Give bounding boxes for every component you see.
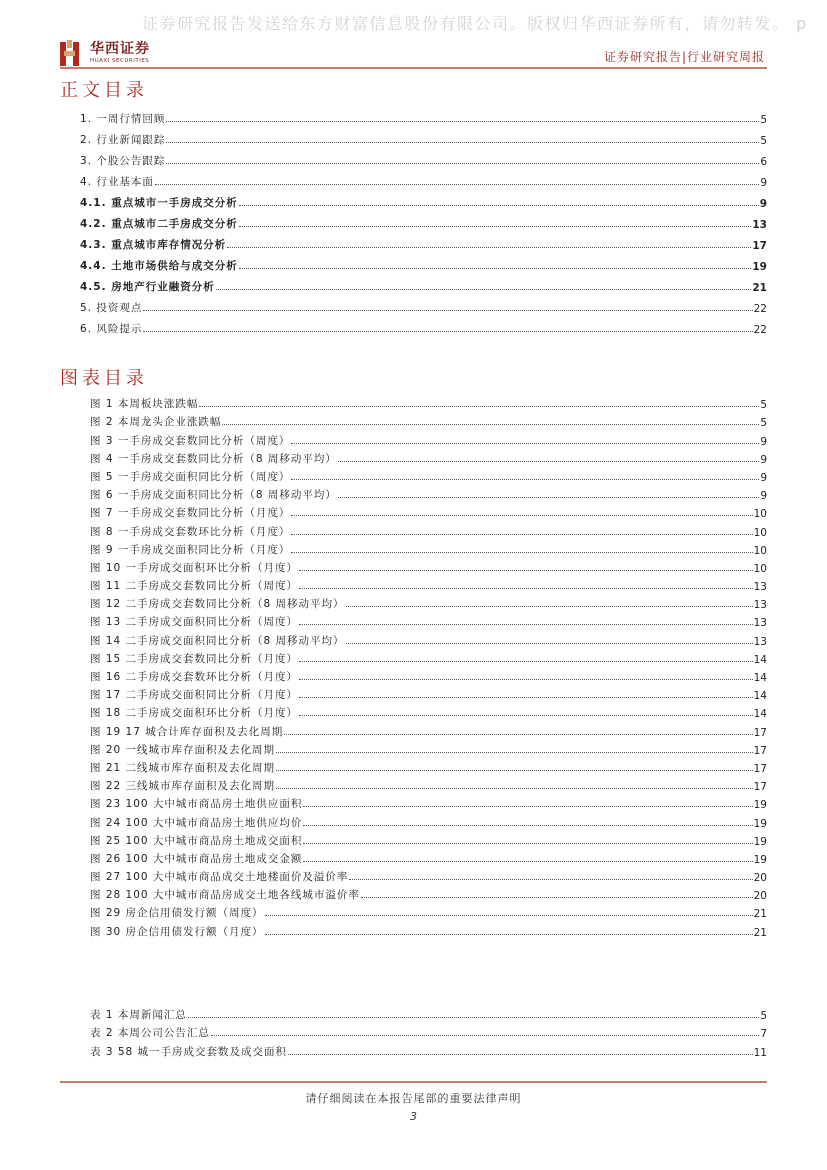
toc-entry[interactable] xyxy=(80,252,767,273)
toc-entry[interactable] xyxy=(80,231,767,252)
dot-leader xyxy=(239,226,752,227)
entry-page-number: 5 xyxy=(760,417,767,430)
tables-entry[interactable] xyxy=(90,1022,767,1040)
dot-leader xyxy=(166,163,759,164)
tables-entry[interactable] xyxy=(90,1004,767,1022)
figures-entry[interactable] xyxy=(90,811,767,829)
toc-entry[interactable] xyxy=(80,147,767,168)
dot-leader xyxy=(222,424,759,425)
entry-page-number: 20 xyxy=(753,890,767,903)
figures-entry[interactable] xyxy=(90,393,767,411)
entry-page-number: 19 xyxy=(753,853,767,866)
figures-entry[interactable] xyxy=(90,739,767,757)
entry-label: 4.2. 重点城市二手房成交分析 xyxy=(80,218,238,230)
entry-page-number: 20 xyxy=(753,872,767,885)
entry-label: 图 13 二手房成交面积同比分析（周度） xyxy=(90,616,299,629)
figures-entry[interactable] xyxy=(90,466,767,484)
dot-leader xyxy=(303,843,752,844)
entry-page-number: 14 xyxy=(753,672,767,684)
entry-page-number: 14 xyxy=(753,690,767,703)
entry-label: 图 17 二手房成交面积同比分析（月度） xyxy=(90,689,299,702)
entry-page-number: 9 xyxy=(759,198,767,210)
entry-label: 图 26 100 大中城市商品房土地成交金额 xyxy=(90,852,303,865)
logo-chinese-name: 华西证券 xyxy=(90,41,150,57)
dot-leader xyxy=(143,331,752,332)
entry-page-number: 13 xyxy=(753,581,767,594)
entry-label: 图 10 一手房成交面积环比分析（月度） xyxy=(90,561,299,574)
dot-leader xyxy=(299,624,753,625)
entry-label: 图 7 一手房成交套数同比分析（月度） xyxy=(90,507,291,520)
figures-entry[interactable] xyxy=(90,830,767,848)
figures-entry[interactable] xyxy=(90,593,767,611)
dot-leader xyxy=(338,497,759,498)
dot-leader xyxy=(303,825,752,826)
entry-page-number: 10 xyxy=(753,562,767,575)
entry-page-number: 5 xyxy=(760,1010,767,1023)
entry-label: 4. 行业基本面 xyxy=(80,176,154,188)
entry-page-number: 13 xyxy=(753,599,767,612)
entry-label: 图 3 一手房成交套数同比分析（周度） xyxy=(90,434,291,447)
figures-entry[interactable] xyxy=(90,666,767,684)
figures-entry[interactable] xyxy=(90,793,767,811)
entry-label: 图 21 二线城市库存面积及去化周期 xyxy=(90,761,276,774)
entry-label: 图 15 二手房成交套数同比分析（月度） xyxy=(90,652,299,665)
entry-label: 5. 投资观点 xyxy=(80,302,143,314)
entry-label: 表 1 本周新闻汇总 xyxy=(90,1009,187,1022)
dot-leader xyxy=(265,934,753,935)
entry-label: 4.5. 房地产行业融资分析 xyxy=(80,281,215,293)
toc-list xyxy=(80,105,767,336)
entry-label: 3. 个股公告跟踪 xyxy=(80,155,166,167)
entry-label: 图 24 100 大中城市商品房土地供应均价 xyxy=(90,816,303,829)
entry-page-number: 17 xyxy=(752,240,767,252)
dot-leader xyxy=(211,1035,759,1036)
entry-page-number: 17 xyxy=(753,726,767,739)
toc-entry[interactable] xyxy=(80,189,767,210)
dot-leader xyxy=(291,534,752,535)
watermark: 证券研究报告发送给东方财富信息股份有限公司。版权归华西证券所有，请勿转发。 p xyxy=(142,14,808,33)
table-list xyxy=(90,1004,767,1059)
toc-entry[interactable] xyxy=(80,168,767,189)
figures-entry[interactable] xyxy=(90,720,767,738)
entry-page-number: 17 xyxy=(753,781,767,794)
figures-entry[interactable] xyxy=(90,575,767,593)
entry-label: 4.1. 重点城市一手房成交分析 xyxy=(80,197,238,209)
entry-label: 图 4 一手房成交套数同比分析（8 周移动平均） xyxy=(90,452,337,465)
entry-label: 表 2 本周公司公告汇总 xyxy=(90,1027,210,1040)
entry-page-number: 9 xyxy=(760,490,767,503)
entry-label: 图 20 一线城市库存面积及去化周期 xyxy=(90,743,276,756)
entry-page-number: 17 xyxy=(753,744,767,757)
entry-label: 图 1 本周板块涨跌幅 xyxy=(90,398,199,411)
figures-entry[interactable] xyxy=(90,648,767,666)
entry-page-number: 21 xyxy=(753,908,767,921)
entry-page-number: 6 xyxy=(760,156,767,168)
entry-page-number: 10 xyxy=(753,508,767,521)
entry-page-number: 14 xyxy=(753,653,767,666)
entry-label: 图 14 二手房成交面积同比分析（8 周移动平均） xyxy=(90,634,345,647)
dot-leader xyxy=(349,879,752,880)
entry-label: 图 2 本周龙头企业涨跌幅 xyxy=(90,416,222,429)
entry-page-number: 13 xyxy=(753,617,767,630)
entry-label: 图 29 房企信用债发行额（周度） xyxy=(90,907,264,920)
entry-label: 图 11 二手房成交套数同比分析（周度） xyxy=(90,580,299,593)
entry-label: 表 3 58 城一手房成交套数及成交面积 xyxy=(90,1045,288,1058)
company-logo xyxy=(60,40,150,66)
dot-leader xyxy=(291,479,759,480)
dot-leader xyxy=(299,570,753,571)
dot-leader xyxy=(291,552,752,553)
dot-leader xyxy=(239,205,759,206)
entry-page-number: 10 xyxy=(753,526,767,539)
figures-entry[interactable] xyxy=(90,884,767,902)
dot-leader xyxy=(288,1054,753,1055)
figures-entry[interactable] xyxy=(90,484,767,502)
entry-label: 图 25 100 大中城市商品房土地成交面积 xyxy=(90,834,303,847)
figures-entry[interactable] xyxy=(90,539,767,557)
entry-label: 4.4. 土地市场供给与成交分析 xyxy=(80,260,238,272)
entry-label: 图 6 一手房成交面积同比分析（8 周移动平均） xyxy=(90,489,337,502)
toc-entry[interactable] xyxy=(80,210,767,231)
figures-entry[interactable] xyxy=(90,702,767,720)
toc-entry[interactable] xyxy=(80,105,767,126)
dot-leader xyxy=(338,461,759,462)
entry-label: 图 28 100 大中城市商品房成交土地各线城市溢价率 xyxy=(90,889,360,902)
entry-label: 图 22 三线城市库存面积及去化周期 xyxy=(90,780,276,793)
entry-label: 6. 风险提示 xyxy=(80,323,143,335)
entry-page-number: 19 xyxy=(752,261,767,273)
toc-entry[interactable] xyxy=(80,294,767,315)
dot-leader xyxy=(299,715,753,716)
dot-leader xyxy=(299,679,753,680)
entry-label: 1. 一周行情回顾 xyxy=(80,113,166,125)
entry-label: 图 8 一手房成交套数环比分析（月度） xyxy=(90,525,291,538)
dot-leader xyxy=(291,515,752,516)
figures-entry[interactable] xyxy=(90,775,767,793)
entry-page-number: 9 xyxy=(760,177,767,189)
dot-leader xyxy=(239,268,752,269)
dot-leader xyxy=(291,443,759,444)
toc-title: 正文目录 xyxy=(60,80,148,101)
figures-entry[interactable] xyxy=(90,902,767,920)
entry-page-number: 9 xyxy=(760,471,767,484)
entry-page-number: 7 xyxy=(760,1028,767,1041)
entry-label: 图 18 二手房成交面积环比分析（月度） xyxy=(90,707,299,720)
dot-leader xyxy=(303,861,752,862)
entry-label: 4.3. 重点城市库存情况分析 xyxy=(80,239,227,251)
page-number: 3 xyxy=(410,1110,417,1123)
figures-entry[interactable] xyxy=(90,629,767,647)
figures-entry[interactable] xyxy=(90,920,767,938)
toc-entry[interactable] xyxy=(80,126,767,147)
figures-entry[interactable] xyxy=(90,611,767,629)
figures-entry[interactable] xyxy=(90,429,767,447)
dot-leader xyxy=(276,770,753,771)
huaxi-logo-icon xyxy=(60,40,84,66)
dot-leader xyxy=(299,588,753,589)
dot-leader xyxy=(276,788,753,789)
dot-leader xyxy=(346,606,753,607)
logo-english-name: HUAXI SECURITIES xyxy=(90,58,150,64)
entry-page-number: 9 xyxy=(760,435,767,448)
figures-title: 图表目录 xyxy=(60,368,148,389)
dot-leader xyxy=(166,121,759,122)
dot-leader xyxy=(188,1017,759,1018)
dot-leader xyxy=(303,806,752,807)
entry-page-number: 21 xyxy=(753,926,767,939)
toc-entry[interactable] xyxy=(80,273,767,294)
figures-entry[interactable] xyxy=(90,684,767,702)
entry-page-number: 22 xyxy=(753,324,767,336)
entry-page-number: 5 xyxy=(760,399,767,412)
dot-leader xyxy=(216,289,752,290)
entry-page-number: 19 xyxy=(753,817,767,830)
toc-entry[interactable] xyxy=(80,315,767,336)
dot-leader xyxy=(299,661,753,662)
entry-page-number: 5 xyxy=(760,114,767,126)
figures-entry[interactable] xyxy=(90,848,767,866)
dot-leader xyxy=(155,184,759,185)
figures-entry[interactable] xyxy=(90,757,767,775)
entry-page-number: 17 xyxy=(753,762,767,775)
figures-entry[interactable] xyxy=(90,411,767,429)
entry-label: 图 16 二手房成交套数环比分析（月度） xyxy=(90,671,299,683)
dot-leader xyxy=(199,406,759,407)
entry-page-number: 11 xyxy=(753,1046,767,1059)
entry-page-number: 21 xyxy=(752,282,767,294)
figure-list xyxy=(90,393,767,939)
entry-page-number: 5 xyxy=(760,135,767,147)
entry-label: 2. 行业新闻跟踪 xyxy=(80,134,166,146)
entry-page-number: 14 xyxy=(753,708,767,721)
dot-leader xyxy=(276,752,753,753)
legal-notice: 请仔细阅读在本报告尾部的重要法律声明 xyxy=(305,1092,522,1105)
dot-leader xyxy=(166,142,759,143)
entry-label: 图 19 17 城合计库存面积及去化周期 xyxy=(90,725,284,738)
dot-leader xyxy=(143,310,752,311)
dot-leader xyxy=(227,247,751,248)
figures-entry[interactable] xyxy=(90,502,767,520)
dot-leader xyxy=(265,915,753,916)
tables-entry[interactable] xyxy=(90,1040,767,1058)
entry-page-number: 19 xyxy=(753,835,767,848)
dot-leader xyxy=(299,697,753,698)
entry-page-number: 19 xyxy=(753,799,767,812)
header-divider xyxy=(60,67,767,69)
report-type-label: 证券研究报告|行业研究周报 xyxy=(603,50,765,64)
figures-entry[interactable] xyxy=(90,557,767,575)
entry-page-number: 13 xyxy=(752,219,767,231)
entry-label: 图 30 房企信用债发行额（月度） xyxy=(90,925,264,938)
dot-leader xyxy=(346,643,753,644)
entry-label: 图 12 二手房成交套数同比分析（8 周移动平均） xyxy=(90,598,345,611)
entry-label: 图 9 一手房成交面积同比分析（月度） xyxy=(90,543,291,556)
dot-leader xyxy=(361,897,753,898)
entry-label: 图 27 100 大中城市商品成交土地楼面价及溢价率 xyxy=(90,871,349,884)
figures-entry[interactable] xyxy=(90,448,767,466)
footer-divider xyxy=(60,1081,767,1083)
figures-entry[interactable] xyxy=(90,520,767,538)
dot-leader xyxy=(284,734,752,735)
entry-page-number: 10 xyxy=(753,544,767,557)
entry-label: 图 5 一手房成交面积同比分析（周度） xyxy=(90,470,291,483)
entry-page-number: 9 xyxy=(760,453,767,466)
entry-page-number: 13 xyxy=(753,635,767,648)
entry-label: 图 23 100 大中城市商品房土地供应面积 xyxy=(90,798,303,811)
figures-entry[interactable] xyxy=(90,866,767,884)
entry-page-number: 22 xyxy=(753,303,767,315)
